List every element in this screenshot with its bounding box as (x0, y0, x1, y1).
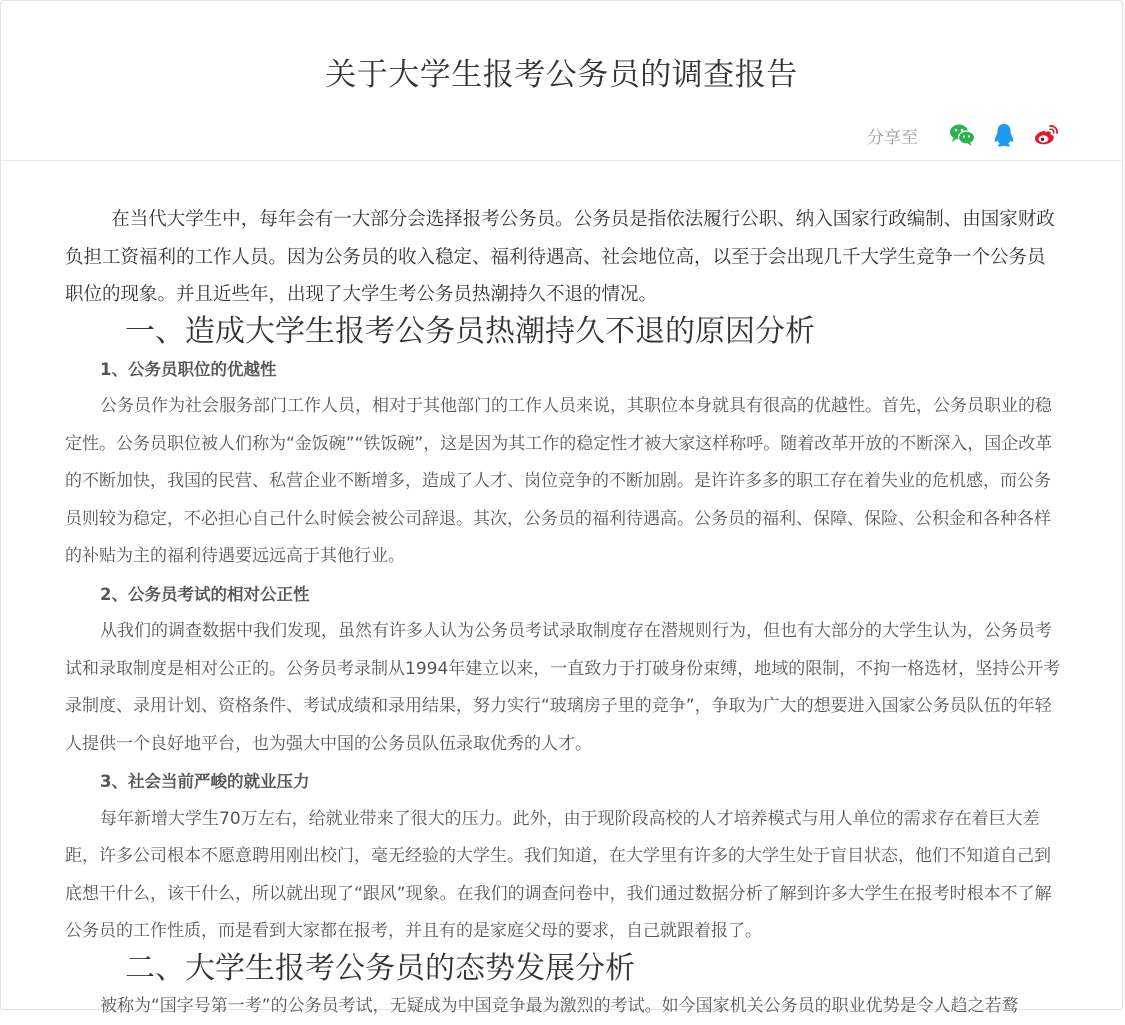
paragraph: 被称为“国字号第一考”的公务员考试，无疑成为中国竞争最为激烈的考试。如今国家机关公务员的职业优势是令人趋之若鹜 (65, 988, 1063, 1025)
intro-paragraph: 在当代大学生中，每年会有一大部分会选择报考公务员。公务员是指依法履行公职、纳入国家行政编制、由国家财政负担工资福利的工作人员。因为公务员的收入稳定、福利待遇高、社会地位高，以至于会出现几千大学生竞争一个公务员职位的现象。并且近些年，出现了大学生考公务员热潮持久不退的情况。 (65, 201, 1063, 314)
qq-icon[interactable] (990, 121, 1018, 149)
subsection-heading: 1、公务员职位的优越性 (65, 351, 1063, 389)
subsection-heading: 2、公务员考试的相对公正性 (65, 576, 1063, 614)
article-header (1, 1, 1122, 161)
article-title: 关于大学生报考公务员的调查报告 (1, 53, 1122, 97)
section-heading: 一、造成大学生报考公务员热潮持久不退的原因分析 (65, 314, 1063, 351)
subsection-heading: 3、社会当前严峻的就业压力 (65, 763, 1063, 801)
paragraph: 从我们的调查数据中我们发现，虽然有许多人认为公务员考试录取制度存在潜规则行为，但也有大部分的大学生认为，公务员考试和录取制度是相对公正的。公务员考录制从1994年建立以来，一直致力于打破身份束缚，地域的限制，不拘一格选材，坚持公开考录制度、录用计划、资格条件、考试成绩和录用结果，努力实行“玻璃房子里的竞争”，争取为广大的想要进入国家公务员队伍的年轻人提供一个良好地平台，也为强大中国的公务员队伍录取优秀的人才。 (65, 613, 1063, 763)
paragraph: 公务员作为社会服务部门工作人员，相对于其他部门的工作人员来说，其职位本身就具有很高的优越性。首先，公务员职业的稳定性。公务员职位被人们称为“金饭碗”“铁饭碗”，这是因为其工作的稳定性才被大家这样称呼。随着改革开放的不断深入，国企改革的不断加快，我国的民营、私营企业不断增多，造成了人才、岗位竞争的不断加剧。是许许多多的职工存在着失业的危机感，而公务员则较为稳定，不必担心自己什么时候会被公司辞退。其次，公务员的福利待遇高。公务员的福利、保障、保险、公积金和各种各样的补贴为主的福利待遇要远远高于其他行业。 (65, 388, 1063, 576)
paragraph: 每年新增大学生70万左右，给就业带来了很大的压力。此外，由于现阶段高校的人才培养模式与用人单位的需求存在着巨大差距，许多公司根本不愿意聘用刚出校门，毫无经验的大学生。我们知道，在大学里有许多的大学生处于盲目状态，他们不知道自己到底想干什么，该干什么，所以就出现了“跟风”现象。在我们的调查问卷中，我们通过数据分析了解到许多大学生在报考时根本不了解公务员的工作性质，而是看到大家都在报考，并且有的是家庭父母的要求，自己就跟着报了。 (65, 801, 1063, 951)
section-heading: 二、大学生报考公务员的态势发展分析 (65, 951, 1063, 988)
share-label: 分享至 (867, 123, 918, 148)
weibo-icon[interactable] (1032, 121, 1060, 149)
article-body (65, 201, 1063, 1025)
share-bar (867, 121, 1060, 149)
wechat-icon[interactable] (948, 121, 976, 149)
